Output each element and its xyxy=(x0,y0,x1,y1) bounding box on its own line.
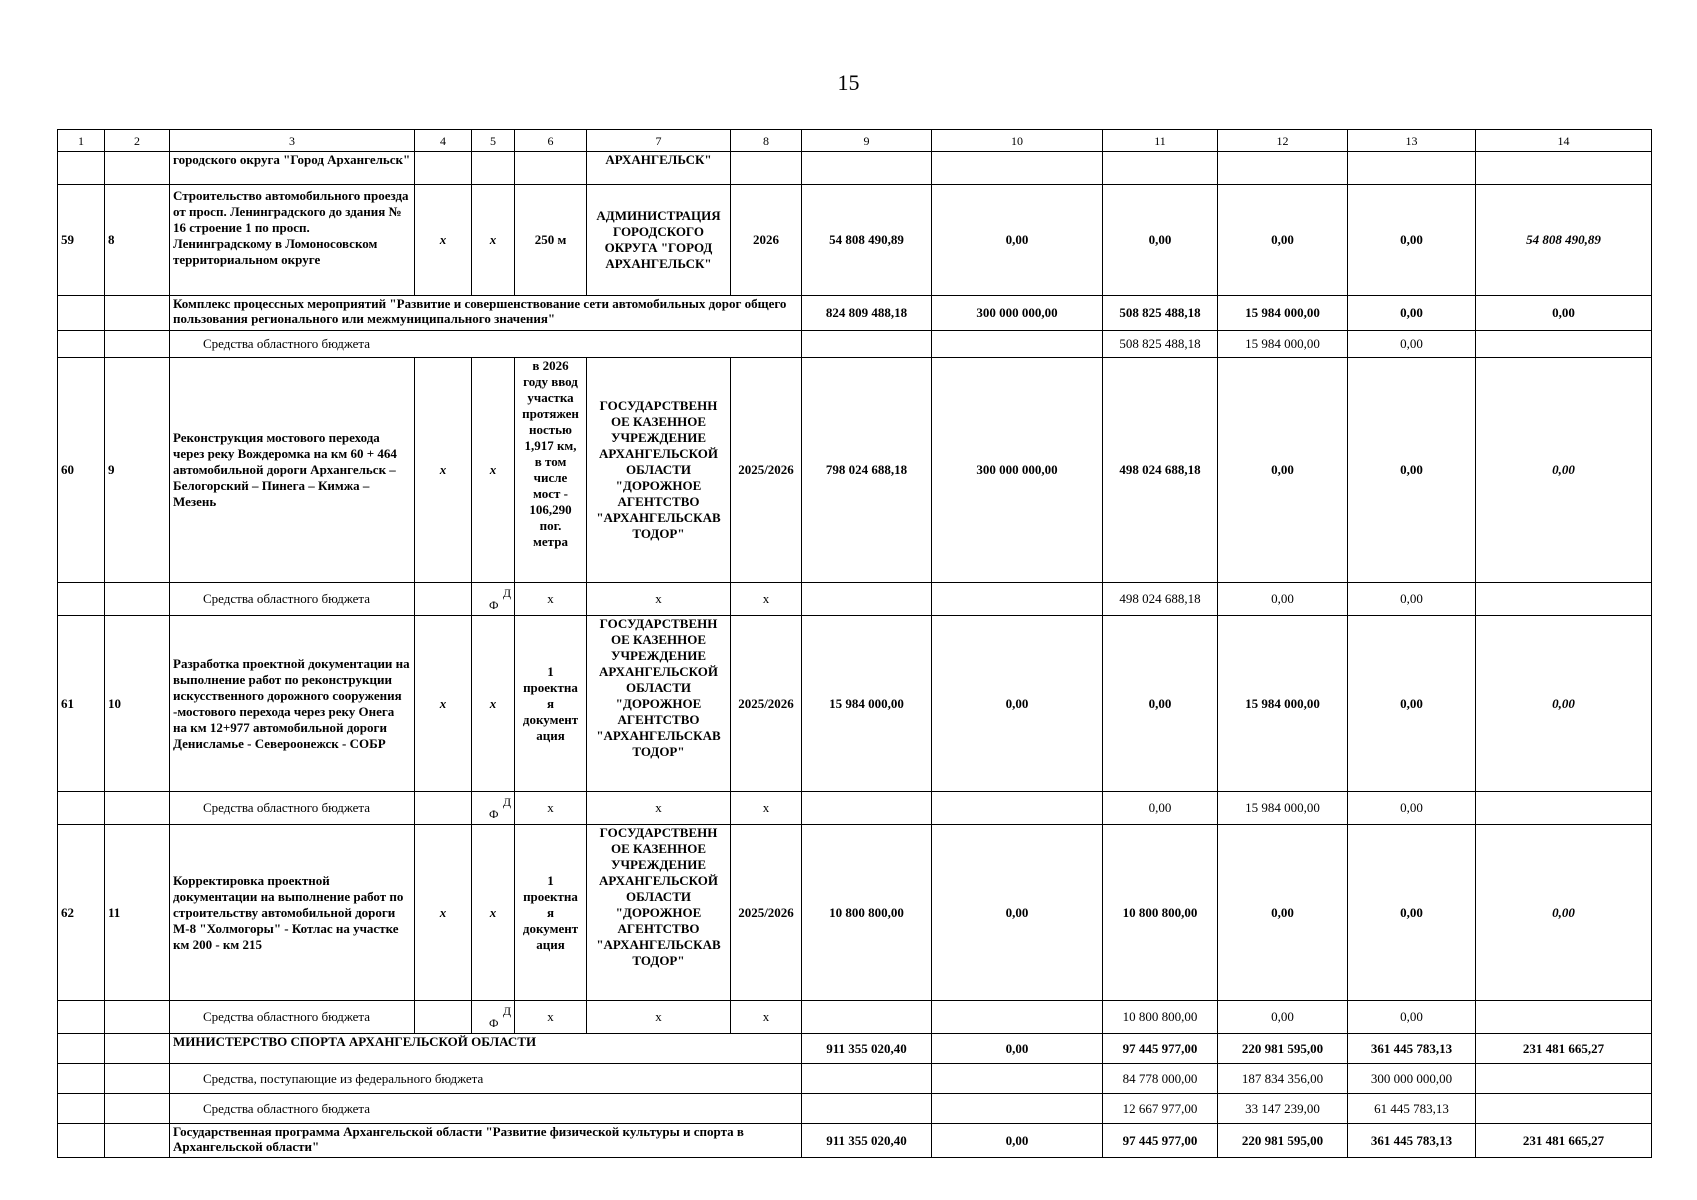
amount-total: 15 984 000,00 xyxy=(802,616,932,792)
table-row xyxy=(58,331,1652,358)
amount-col11: 0,00 xyxy=(1103,185,1218,296)
item-number: 10 xyxy=(105,616,170,792)
amount-total: 798 024 688,18 xyxy=(802,358,932,583)
col-header: 14 xyxy=(1476,130,1652,152)
amount-col13: 0,00 xyxy=(1348,185,1476,296)
amount-col12: 0,00 xyxy=(1218,185,1348,296)
amount-col11: 97 445 977,00 xyxy=(1103,1034,1218,1064)
cell-x: х xyxy=(731,792,802,825)
cell-x: х xyxy=(731,583,802,616)
amount-col10: 0,00 xyxy=(932,1034,1103,1064)
cell-x: х xyxy=(515,792,587,825)
cell-x: х xyxy=(587,583,731,616)
col-header: 8 xyxy=(731,130,802,152)
amount-col12: 0,00 xyxy=(1218,583,1348,616)
amount-col13: 0,00 xyxy=(1348,825,1476,1001)
cell-x: х xyxy=(731,1001,802,1034)
table-row xyxy=(58,358,1652,583)
amount-col13: 0,00 xyxy=(1348,331,1476,358)
row-number: 61 xyxy=(58,616,105,792)
budget-source-label: Средства, поступающие из федерального бюджета xyxy=(170,1064,802,1094)
amount-col13: 300 000 000,00 xyxy=(1348,1064,1476,1094)
customer-name: АДМИНИСТРАЦИЯ ГОРОДСКОГО ОКРУГА "ГОРОД АРХАНГЕЛЬСК" xyxy=(587,185,731,296)
complex-title: Комплекс процессных мероприятий "Развитие и совершенствование сети автомобильных дорог общего пользования регионального или межмуниципального значения" xyxy=(170,296,802,331)
amount-col12: 0,00 xyxy=(1218,1001,1348,1034)
col-header: 3 xyxy=(170,130,415,152)
amount-col11: 10 800 800,00 xyxy=(1103,825,1218,1001)
amount-col13: 61 445 783,13 xyxy=(1348,1094,1476,1124)
col-header: 6 xyxy=(515,130,587,152)
table-row xyxy=(58,792,1652,825)
capacity: в 2026 году ввод участка протяжен ностью 1,917 км, в том числе мост - 106,290 пог. метра xyxy=(515,358,587,583)
amount-col14: 0,00 xyxy=(1476,825,1652,1001)
df-marker: Д Ф xyxy=(472,792,515,825)
table-row xyxy=(58,825,1652,1001)
amount-col10: 300 000 000,00 xyxy=(932,296,1103,331)
table-row xyxy=(58,1064,1652,1094)
customer-name: ГОСУДАРСТВЕНН ОЕ КАЗЕННОЕ УЧРЕЖДЕНИЕ АРХАНГЕЛЬСКОЙ ОБЛАСТИ "ДОРОЖНОЕ АГЕНТСТВО "АРХАНГЕЛЬСКАВ ТОДОР" xyxy=(587,825,731,1001)
budget-source-label: Средства областного бюджета xyxy=(170,792,415,825)
amount-col14: 54 808 490,89 xyxy=(1476,185,1652,296)
amount-col10: 0,00 xyxy=(932,185,1103,296)
amount-col12: 15 984 000,00 xyxy=(1218,792,1348,825)
amount-col12: 187 834 356,00 xyxy=(1218,1064,1348,1094)
table-row xyxy=(58,1094,1652,1124)
col-header: 1 xyxy=(58,130,105,152)
period: 2025/2026 xyxy=(731,616,802,792)
row-number: 62 xyxy=(58,825,105,1001)
budget-source-label: Средства областного бюджета xyxy=(170,583,415,616)
df-marker: Д Ф xyxy=(472,1001,515,1034)
col-header: 5 xyxy=(472,130,515,152)
amount-col10: 300 000 000,00 xyxy=(932,358,1103,583)
amount-col11: 97 445 977,00 xyxy=(1103,1124,1218,1158)
amount-col11: 0,00 xyxy=(1103,616,1218,792)
amount-col11: 0,00 xyxy=(1103,792,1218,825)
item-number: 11 xyxy=(105,825,170,1001)
budget-source-label: Средства областного бюджета xyxy=(170,1094,802,1124)
amount-col11: 10 800 800,00 xyxy=(1103,1001,1218,1034)
program-title: Государственная программа Архангельской области "Развитие физической культуры и спорта в Архангельской области" xyxy=(170,1124,802,1158)
table-row xyxy=(58,1124,1652,1158)
col-header: 9 xyxy=(802,130,932,152)
ministry-title: МИНИСТЕРСТВО СПОРТА АРХАНГЕЛЬСКОЙ ОБЛАСТИ xyxy=(170,1034,802,1064)
object-name: Корректировка проектной документации на выполнение работ по строительству автомобильной дороги М-8 "Холмогоры" - Котлас на участке км 200 - км 215 xyxy=(170,825,415,1001)
col-header: 2 xyxy=(105,130,170,152)
amount-col14: 0,00 xyxy=(1476,616,1652,792)
col-header: 7 xyxy=(587,130,731,152)
table-row xyxy=(58,1001,1652,1034)
amount-col12: 220 981 595,00 xyxy=(1218,1124,1348,1158)
object-name: Строительство автомобильного проезда от просп. Ленинградского до здания № 16 строение 1 по просп. Ленинградскому в Ломоносовском территориальном округе xyxy=(170,185,415,296)
capacity: 1 проектна я документ ация xyxy=(515,825,587,1001)
cell-x: х xyxy=(415,358,472,583)
table-row xyxy=(58,1034,1652,1064)
table-row xyxy=(58,152,1652,185)
item-number: 9 xyxy=(105,358,170,583)
amount-col14: 231 481 665,27 xyxy=(1476,1124,1652,1158)
amount-col14: 0,00 xyxy=(1476,296,1652,331)
cell-x: х xyxy=(472,616,515,792)
col-header: 12 xyxy=(1218,130,1348,152)
cell-x: х xyxy=(472,358,515,583)
amount-col10: 0,00 xyxy=(932,1124,1103,1158)
cell-x: х xyxy=(415,185,472,296)
period: 2025/2026 xyxy=(731,825,802,1001)
amount-col12: 0,00 xyxy=(1218,825,1348,1001)
table-row xyxy=(58,583,1652,616)
amount-col12: 0,00 xyxy=(1218,358,1348,583)
amount-col10: 0,00 xyxy=(932,825,1103,1001)
amount-col13: 0,00 xyxy=(1348,583,1476,616)
amount-col11: 508 825 488,18 xyxy=(1103,331,1218,358)
cell-x: х xyxy=(415,825,472,1001)
amount-col13: 0,00 xyxy=(1348,1001,1476,1034)
page-number: 15 xyxy=(837,70,860,95)
amount-col11: 84 778 000,00 xyxy=(1103,1064,1218,1094)
amount-col12: 33 147 239,00 xyxy=(1218,1094,1348,1124)
object-name: Разработка проектной документации на выполнение работ по реконструкции искусственного дорожного сооружения -мостового перехода через реку Онега на км 12+977 автомобильной дороги Денисламье - Североонежск - СОБР xyxy=(170,616,415,792)
cell-x: х xyxy=(472,185,515,296)
amount-col11: 12 667 977,00 xyxy=(1103,1094,1218,1124)
amount-col13: 0,00 xyxy=(1348,296,1476,331)
col-header: 4 xyxy=(415,130,472,152)
amount-col12: 15 984 000,00 xyxy=(1218,331,1348,358)
capacity: 1 проектна я документ ация xyxy=(515,616,587,792)
cell-x: х xyxy=(415,616,472,792)
budget-source-label: Средства областного бюджета xyxy=(170,331,802,358)
amount-col11: 498 024 688,18 xyxy=(1103,583,1218,616)
col-header: 11 xyxy=(1103,130,1218,152)
object-name: городского округа "Город Архангельск" xyxy=(170,152,415,185)
period: 2025/2026 xyxy=(731,358,802,583)
amount-col10: 0,00 xyxy=(932,616,1103,792)
budget-table xyxy=(57,129,1652,1158)
col-header: 10 xyxy=(932,130,1103,152)
row-number: 60 xyxy=(58,358,105,583)
cell-x: х xyxy=(472,825,515,1001)
amount-col13: 361 445 783,13 xyxy=(1348,1034,1476,1064)
amount-total: 911 355 020,40 xyxy=(802,1124,932,1158)
amount-col13: 0,00 xyxy=(1348,616,1476,792)
amount-total: 911 355 020,40 xyxy=(802,1034,932,1064)
table-row xyxy=(58,296,1652,331)
object-name: Реконструкция мостового перехода через реку Вождеромка на км 60 + 464 автомобильной дороги Архангельск – Белогорский – Пинега – Кимжа – Мезень xyxy=(170,358,415,583)
amount-col13: 361 445 783,13 xyxy=(1348,1124,1476,1158)
budget-source-label: Средства областного бюджета xyxy=(170,1001,415,1034)
amount-col14: 0,00 xyxy=(1476,358,1652,583)
table-row xyxy=(58,185,1652,296)
item-number: 8 xyxy=(105,185,170,296)
amount-col13: 0,00 xyxy=(1348,358,1476,583)
amount-total: 10 800 800,00 xyxy=(802,825,932,1001)
capacity: 250 м xyxy=(515,185,587,296)
cell-x: х xyxy=(587,1001,731,1034)
period: 2026 xyxy=(731,185,802,296)
amount-col11: 498 024 688,18 xyxy=(1103,358,1218,583)
amount-col13: 0,00 xyxy=(1348,792,1476,825)
cell-x: х xyxy=(587,792,731,825)
amount-total: 54 808 490,89 xyxy=(802,185,932,296)
amount-total: 824 809 488,18 xyxy=(802,296,932,331)
amount-col12: 15 984 000,00 xyxy=(1218,296,1348,331)
amount-col14: 231 481 665,27 xyxy=(1476,1034,1652,1064)
customer-name: ГОСУДАРСТВЕНН ОЕ КАЗЕННОЕ УЧРЕЖДЕНИЕ АРХАНГЕЛЬСКОЙ ОБЛАСТИ "ДОРОЖНОЕ АГЕНТСТВО "АРХАНГЕЛЬСКАВ ТОДОР" xyxy=(587,358,731,583)
col-header: 13 xyxy=(1348,130,1476,152)
cell-x: х xyxy=(515,583,587,616)
df-marker: Д Ф xyxy=(472,583,515,616)
customer-name: АРХАНГЕЛЬСК" xyxy=(587,152,731,185)
amount-col12: 220 981 595,00 xyxy=(1218,1034,1348,1064)
row-number: 59 xyxy=(58,185,105,296)
amount-col12: 15 984 000,00 xyxy=(1218,616,1348,792)
cell-x: х xyxy=(515,1001,587,1034)
customer-name: ГОСУДАРСТВЕНН ОЕ КАЗЕННОЕ УЧРЕЖДЕНИЕ АРХАНГЕЛЬСКОЙ ОБЛАСТИ "ДОРОЖНОЕ АГЕНТСТВО "АРХАНГЕЛЬСКАВ ТОДОР" xyxy=(587,616,731,792)
column-number-row xyxy=(58,130,1652,152)
table-row xyxy=(58,616,1652,792)
amount-col11: 508 825 488,18 xyxy=(1103,296,1218,331)
